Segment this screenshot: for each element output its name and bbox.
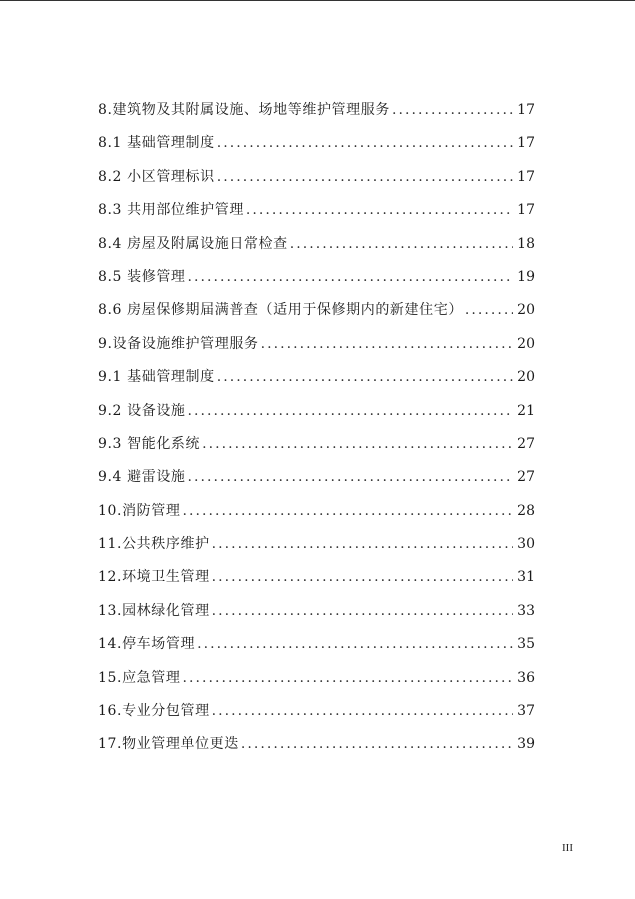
toc-entry-label: 12.环境卫生管理 [98,569,210,586]
table-of-contents [98,100,535,768]
toc-entry-label: 8.6 房屋保修期届满普查（适用于保修期内的新建住宅） [98,302,463,319]
toc-entry[interactable] [98,300,535,333]
toc-dot-leader [182,668,513,688]
toc-entry-page: 18 [517,235,535,252]
toc-entry-label: 8.1 基础管理制度 [98,135,215,152]
toc-entry[interactable] [98,634,535,667]
toc-dot-leader [465,300,513,320]
toc-dot-leader [182,501,513,521]
toc-entry-label: 11.公共秩序维护 [98,536,210,553]
toc-entry-page: 17 [517,102,535,118]
toc-entry-label: 9.4 避雷设施 [98,469,186,486]
toc-entry-label: 8.3 共用部位维护管理 [98,202,244,219]
toc-dot-leader [212,567,513,587]
toc-dot-leader [241,734,513,754]
toc-entry[interactable] [98,234,535,267]
toc-entry[interactable] [98,167,535,200]
top-border-line [0,0,635,1]
toc-entry[interactable] [98,200,535,233]
toc-dot-leader [261,334,513,354]
toc-dot-leader [188,467,513,487]
toc-entry[interactable] [98,133,535,166]
toc-entry-page: 21 [517,402,535,419]
toc-dot-leader [188,267,513,287]
toc-entry[interactable] [98,734,535,767]
toc-dot-leader [217,167,513,187]
toc-entry[interactable] [98,401,535,434]
toc-entry[interactable] [98,701,535,734]
toc-entry-label: 8.建筑物及其附属设施、场地等维护管理服务 [98,102,390,118]
toc-entry-page: 35 [517,636,535,653]
toc-dot-leader [246,200,513,220]
toc-entry-label: 10.消防管理 [98,502,181,519]
toc-entry-label: 14.停车场管理 [98,636,196,653]
toc-entry[interactable] [98,367,535,400]
toc-entry[interactable] [98,100,535,133]
toc-entry-label: 9.3 智能化系统 [98,435,201,452]
toc-entry-page: 36 [517,669,535,686]
toc-entry-label: 13.园林绿化管理 [98,602,210,619]
toc-entry-page: 33 [517,602,535,619]
toc-entry-label: 17.物业管理单位更迭 [98,736,239,753]
toc-entry-page: 37 [517,703,535,720]
toc-entry-page: 19 [517,268,535,285]
toc-entry[interactable] [98,467,535,500]
toc-entry-page: 17 [517,202,535,219]
toc-entry[interactable] [98,601,535,634]
toc-entry[interactable] [98,334,535,367]
toc-entry-label: 8.5 装修管理 [98,268,186,285]
toc-dot-leader [202,434,513,454]
toc-entry-page: 20 [517,335,535,352]
toc-entry[interactable] [98,434,535,467]
toc-dot-leader [212,534,513,554]
toc-dot-leader [188,401,513,421]
toc-entry[interactable] [98,567,535,600]
toc-dot-leader [290,234,513,254]
toc-entry-page: 27 [517,469,535,486]
toc-entry-label: 8.4 房屋及附属设施日常检查 [98,235,288,252]
toc-entry-page: 39 [517,736,535,753]
toc-entry-label: 15.应急管理 [98,669,181,686]
toc-entry-page: 31 [517,569,535,586]
page-number: III [562,842,573,854]
toc-entry-label: 16.专业分包管理 [98,703,210,720]
toc-entry-page: 17 [517,135,535,152]
toc-entry-page: 27 [517,435,535,452]
toc-dot-leader [212,701,513,721]
toc-dot-leader [392,100,513,120]
toc-entry-label: 8.2 小区管理标识 [98,168,215,185]
toc-dot-leader [197,634,513,654]
toc-entry-page: 30 [517,536,535,553]
toc-entry-label: 9.2 设备设施 [98,402,186,419]
toc-entry-label: 9.设备设施维护管理服务 [98,335,259,352]
toc-dot-leader [217,133,513,153]
toc-dot-leader [212,601,513,621]
toc-entry[interactable] [98,534,535,567]
toc-entry-page: 17 [517,168,535,185]
toc-entry-page: 28 [517,502,535,519]
toc-entry[interactable] [98,668,535,701]
toc-entry-page: 20 [517,302,535,319]
toc-entry[interactable] [98,267,535,300]
toc-dot-leader [217,367,513,387]
toc-entry-page: 20 [517,369,535,386]
toc-entry[interactable] [98,501,535,534]
toc-entry-label: 9.1 基础管理制度 [98,369,215,386]
